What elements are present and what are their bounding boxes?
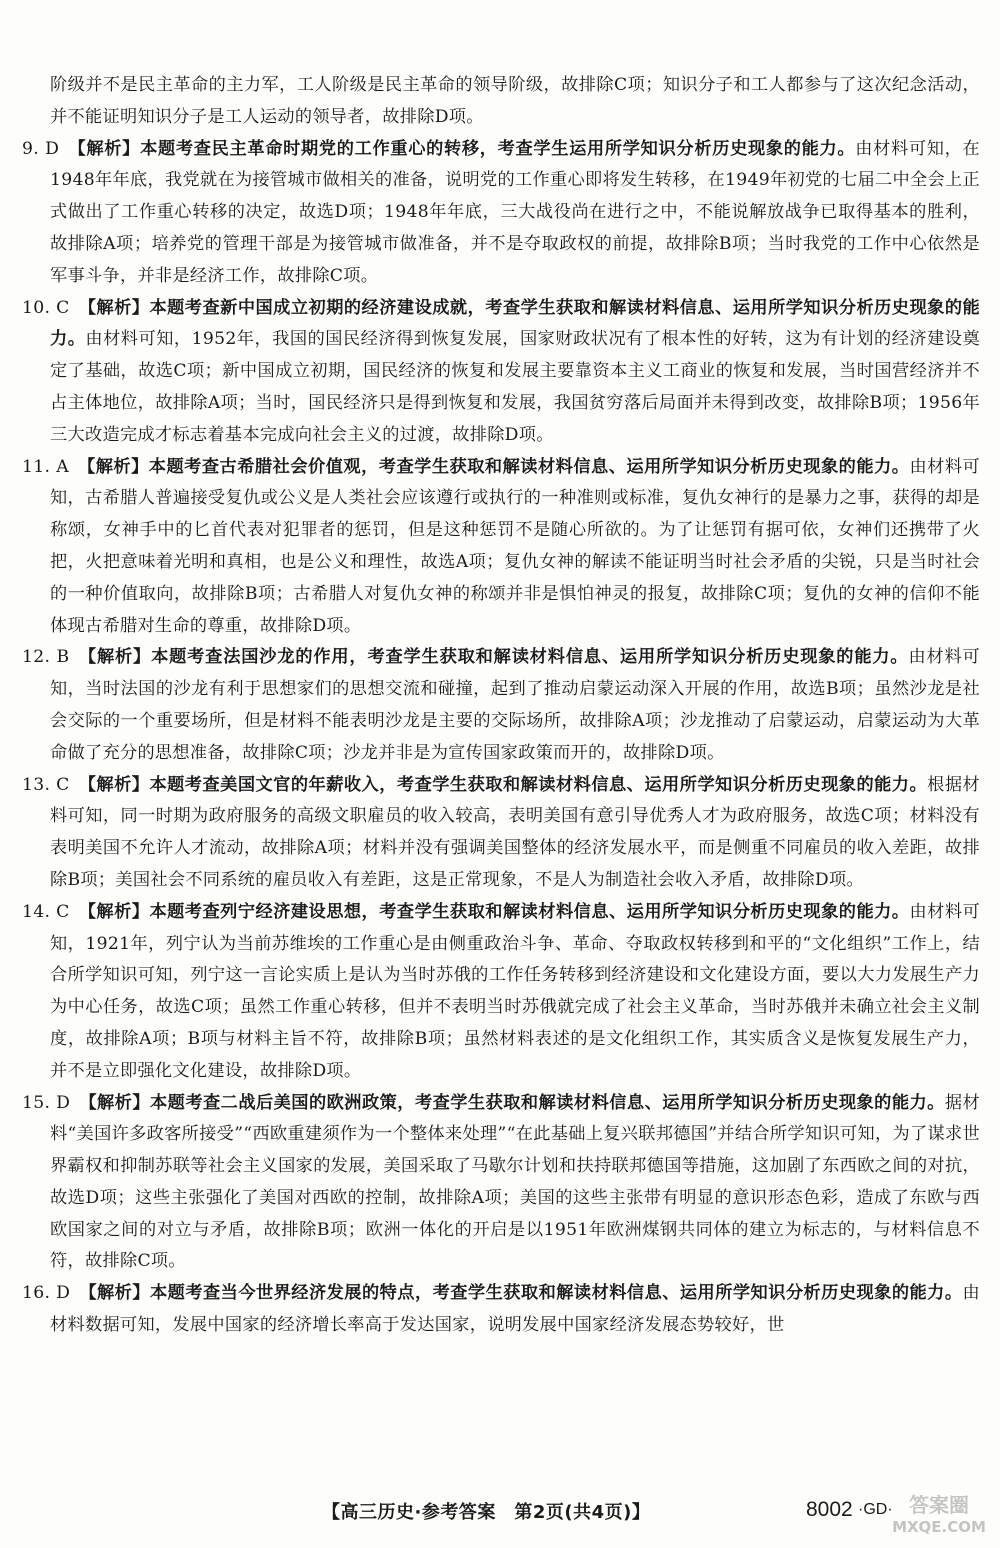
- question-number: 10. C: [22, 297, 70, 318]
- question-item: [22, 452, 980, 643]
- question-item: [22, 134, 980, 293]
- question-item: [22, 1088, 980, 1279]
- continued-paragraph: [22, 70, 980, 134]
- analysis-lead: 本题考查二战后美国的欧洲政策，考查学生获取和解读材料信息、运用所学知识分析历史现象的能力。: [150, 1092, 945, 1113]
- analysis-tag: 【解析】: [78, 901, 150, 922]
- corner-watermark-logo: [884, 1494, 994, 1540]
- analysis-body: 据材料“美国许多政客所接受”“西欧重建须作为一个整体来处理”“在此基础上复兴联邦德国”并结合所学知识可知，为了谋求世界霸权和抑制苏联等社会主义国家的发展，美国采取了马歇尔计划和扶持联邦德国等措施，这加剧了东西欧之间的对抗，故选D项；这些主张强化了美国对西欧的控制，故排除A项；美国的这些主张带有明显的意识形态色彩，造成了东欧与西欧国家之间的对立与矛盾，故排除B项；欧洲一体化的开启是以1951年欧洲煤钢共同体的建立为标志的，与材料信息不符，故排除C项。: [50, 1092, 980, 1272]
- analysis-lead: 本题考查民主革命时期党的工作重心的转移，考查学生运用所学知识分析历史现象的能力。: [140, 138, 856, 159]
- analysis-body: 根据材料可知，同一时期为政府服务的高级文职雇员的收入较高，表明美国有意引导优秀人才为政府服务，故选C项；材料没有表明美国不允许人才流动，故排除A项；材料并没有强调美国整体的经济发展水平，而是侧重不同雇员的收入差距，故排除B项；美国社会不同系统的雇员收入有差距，这是正常现象，不是人为制造社会收入矛盾，故排除D项。: [50, 774, 980, 890]
- question-number: 12. B: [22, 647, 70, 668]
- corner-watermark-text: 答案圈: [909, 1493, 969, 1517]
- corner-watermark-sub: MXQE.COM: [892, 1518, 986, 1536]
- page-footer: [0, 1498, 1000, 1534]
- question-number: 15. D: [22, 1092, 71, 1113]
- analysis-lead: 本题考查美国文官的年薪收入，考查学生获取和解读材料信息、运用所学知识分析历史现象的能力。: [149, 774, 928, 795]
- analysis-lead: 本题考查新中国成立初期的经济建设成就，考查学生获取和解读材料信息、运用所学知识分析历史现象的能力。: [50, 297, 980, 350]
- analysis-body: 由材料可知，1921年，列宁认为当前苏维埃的工作重心是由侧重政治斗争、革命、夺取政权转移到和平的“文化组织”工作上，结合所学知识可知，列宁这一言论实质上是认为当时苏俄的工作任务转移到经济建设和文化建设方面，要以大力发展生产力为中心任务，故选C项；虽然工作重心转移，但并不表明当时苏俄就完成了社会主义革命，当时苏俄并未确立社会主义制度，故排除A项；B项与材料主旨不符，故排除B项；虽然材料表述的是文化组织工作，其实质含义是恢复发展生产力，并不是立即强化文化建设，故排除D项。: [50, 901, 980, 1081]
- analysis-tag: 【解析】: [78, 297, 150, 318]
- analysis-lead: 本题考查列宁经济建设思想，考查学生获取和解读材料信息、运用所学知识分析历史现象的能力。: [149, 901, 910, 922]
- question-list: [22, 134, 980, 1342]
- analysis-tag: 【解析】: [78, 774, 150, 795]
- footer-tag: ·GD·: [858, 1501, 893, 1518]
- footer-label: 【高三历史·参考答案 第2页(共4页)】: [322, 1502, 651, 1523]
- question-number: 11. A: [22, 456, 69, 477]
- question-item: [22, 293, 980, 452]
- question-item: [22, 897, 980, 1088]
- question-item: [22, 770, 980, 897]
- question-number: 16. D: [22, 1283, 71, 1304]
- analysis-lead: 本题考查法国沙龙的作用，考查学生获取和解读材料信息、运用所学知识分析历史现象的能力。: [151, 647, 909, 668]
- continued-text: 阶级并不是民主革命的主力军，工人阶级是民主革命的领导阶级，故排除C项；知识分子和工人都参与了这次纪念活动，并不能证明知识分子是工人运动的领导者，故排除D项。: [50, 75, 980, 127]
- analysis-tag: 【解析】: [79, 1283, 150, 1304]
- analysis-body: 由材料数据可知，发展中国家的经济增长率高于发达国家，说明发展中国家经济发展态势较好，世: [50, 1283, 981, 1336]
- analysis-body: 由材料可知，在1948年年底，我党就在为接管城市做相关的准备，说明党的工作重心即将发生转移，在1949年初党的七届二中全会上正式做出了工作重心转移的决定，故选D项；1948年年底，三大战役尚在进行之中，不能说解放战争已取得基本的胜利，故排除A项；培养党的管理干部是为接管城市做准备，并不是夺取政权的前提，故排除B项；当时我党的工作中心依然是军事斗争，并非是经济工作，故排除C项。: [50, 138, 980, 286]
- question-item: [22, 642, 980, 769]
- answer-content: [22, 70, 980, 1342]
- question-number: 13. C: [22, 774, 70, 795]
- analysis-lead: 本题考查古希腊社会价值观，考查学生获取和解读材料信息、运用所学知识分析历史现象的能力。: [148, 456, 910, 477]
- question-number: 14. C: [22, 901, 70, 922]
- question-number: 9. D: [22, 138, 60, 159]
- analysis-tag: 【解析】: [68, 138, 141, 159]
- analysis-tag: 【解析】: [78, 647, 152, 668]
- question-item: [22, 1278, 980, 1342]
- analysis-tag: 【解析】: [77, 456, 149, 477]
- analysis-body: 由材料可知，古希腊人普遍接受复仇或公义是人类社会应该遵行或执行的一种准则或标准，复仇女神行的是暴力之事，获得的却是称颂，女神手中的匕首代表对犯罪者的惩罚，但是这种惩罚不是随心所欲的。为了让惩罚有据可依，女神们还携带了火把，火把意味着光明和真相，也是公义和理性，故选A项；复仇女神的解读不能证明当时社会矛盾的尖锐，只是当时社会的一种价值取向，故排除B项；古希腊人对复仇女神的称颂并非是惧怕神灵的报复，故排除C项；复仇的女神的信仰不能体现古希腊对生命的尊重，故排除D项。: [50, 456, 981, 636]
- analysis-body: 由材料可知，当时法国的沙龙有利于思想家们的思想交流和碰撞，起到了推动启蒙运动深入开展的作用，故选B项；虽然沙龙是社会交际的一个重要场所，但是材料不能表明沙龙是主要的交际场所，故排除A项；沙龙推动了启蒙运动，启蒙运动为大革命做了充分的思想准备，故排除C项；沙龙并非是为宣传国家政策而开的，故排除D项。: [50, 647, 981, 763]
- analysis-tag: 【解析】: [79, 1092, 150, 1113]
- footer-code: 8002: [806, 1498, 853, 1521]
- analysis-lead: 本题考查当今世界经济发展的特点，考查学生获取和解读材料信息、运用所学知识分析历史现象的能力。: [150, 1283, 963, 1304]
- analysis-body: 由材料可知，1952年，我国的国民经济得到恢复发展，国家财政状况有了根本性的好转，这为有计划的经济建设奠定了基础，故选C项；新中国成立初期，国民经济的恢复和发展主要靠资本主义工商业的恢复和发展，当时国营经济并不占主体地位，故排除A项；当时，国民经济只是得到恢复和发展，我国贫穷落后局面并未得到改变，故排除B项；1956年三大改造完成才标志着基本完成向社会主义的过渡，故排除D项。: [50, 329, 980, 445]
